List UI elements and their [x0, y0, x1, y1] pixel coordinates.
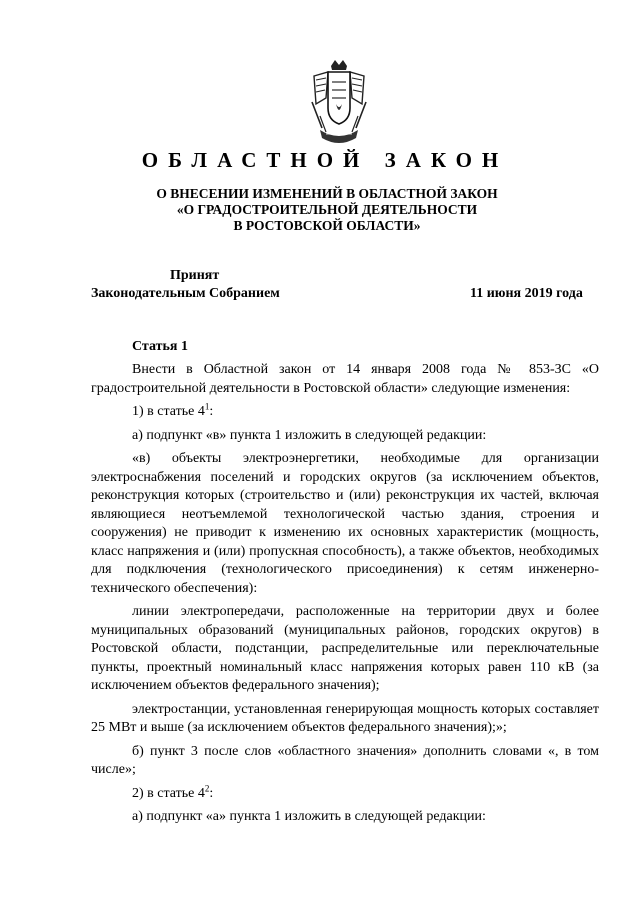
paragraph: б) пункт 3 после слов «областного значения» дополнить словами «, в том числе»; [91, 743, 599, 777]
paragraph: Внести в Областной закон от 14 января 2008 года № 853-ЗС «О градостроительной деятельности в Ростовской области» следующие изменения: [91, 362, 599, 396]
title-line: О ВНЕСЕНИИ ИЗМЕНЕНИЙ В ОБЛАСТНОЙ ЗАКОН [156, 186, 498, 201]
paragraph: «в) объекты электроэнергетики, необходимые для организации электроснабжения поселений и городских округов (за исключением объектов, реконструкция которых (строительство и (или) реконструкция их частей, включая являющиеся неотъемлемой технологической частью здания, строения и сооружения) не приводит к изменению их основных характеристик (мощность, класс напряжения и (или) пропускная способность), а также объектов, необходимых для подключения (технологического присоединения) к сетям инженерно-технического обеспечения): [91, 451, 599, 596]
article-heading: Статья 1 [132, 339, 188, 354]
title-line: «О ГРАДОСТРОИТЕЛЬНОЙ ДЕЯТЕЛЬНОСТИ [176, 202, 478, 217]
paragraph: линии электропередачи, расположенные на территории двух и более муниципальных образований (муниципальных районов, городских округов) в Ростовской области, подстанции, распределительные или переключательные пункты, проектный номинальный класс напряжения которых равен 110 кВ (за исключением объектов федерального значения); [91, 604, 599, 693]
document-type: ОБЛАСТНОЙ ЗАКОН [141, 148, 509, 172]
adoption-date: 11 июня 2019 года [470, 286, 583, 301]
paragraph: а) подпункт «а» пункта 1 изложить в следующей редакции: [132, 809, 486, 824]
adopted-by: Законодательным Собранием [91, 286, 280, 301]
paragraph: а) подпункт «в» пункта 1 изложить в следующей редакции: [132, 427, 487, 443]
article-body [91, 361, 599, 832]
coat-of-arms-icon [306, 58, 372, 146]
paragraph: электростанции, установленная генерирующая мощность которых составляет 25 МВт и выше (за исключением объектов федерального значения);»; [91, 701, 599, 735]
title-line: В РОСТОВСКОЙ ОБЛАСТИ» [233, 218, 421, 233]
law-title [0, 186, 640, 234]
paragraph-item-1: 1) в статье $4^1$: [132, 401, 214, 419]
paragraph-item-2: 2) в статье $4^2$: [132, 782, 214, 801]
adopted-label: Принят [170, 268, 220, 283]
